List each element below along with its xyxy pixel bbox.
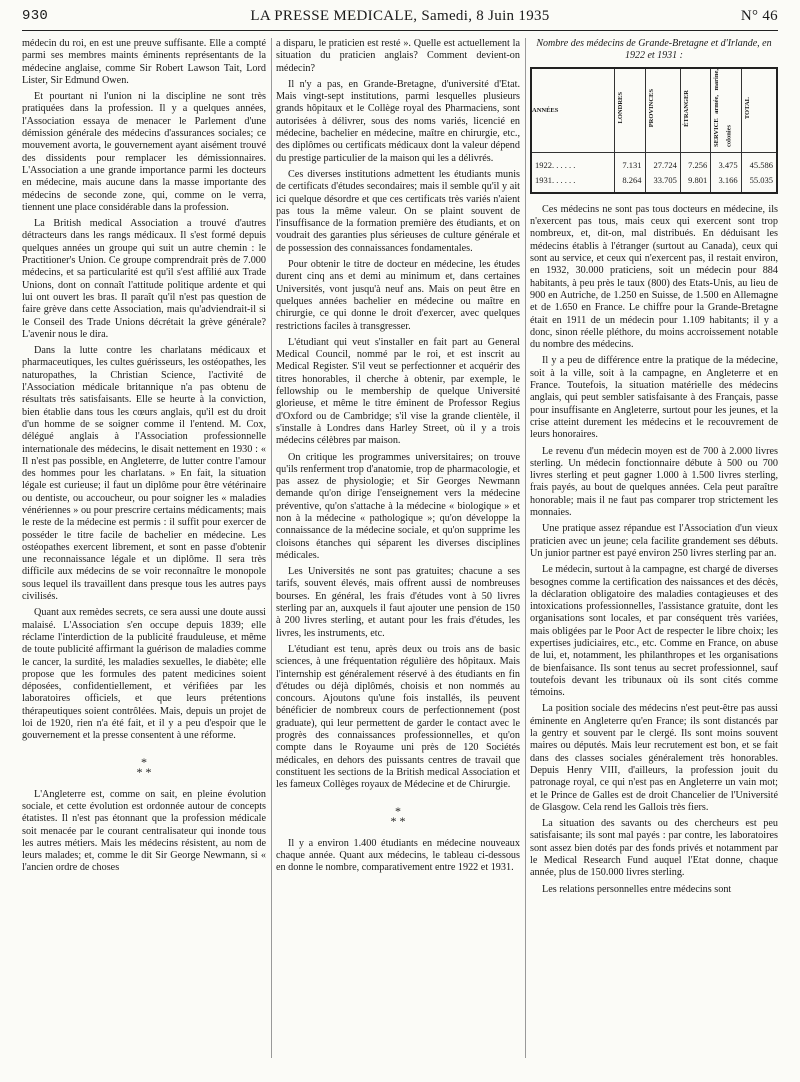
table-header: ANNÉES <box>531 68 615 153</box>
column-3 <box>530 38 778 1058</box>
paragraph: L'étudiant qui veut s'installer en fait part au General Medical Council, nommé par le roi, et est inscrit au Medical Register. S'il veut se perfectionner et acquérir des titres honorables, il cherche à obtenir, par exemple, le fellowship ou le membership de quelque Université glorieuse, et même le titre éminent de Professor Regius d'Oxford ou de Cambridge; s'il vise la grande clientèle, il s'installe à Londres dans Harley Street, où il y a trois médecins célèbres par maison. <box>276 336 520 447</box>
section-separator: * * * <box>390 803 406 828</box>
table-row: 1922. . . . . . 7.131 27.724 7.256 3.475 45.586 <box>531 153 777 173</box>
journal-title: LA PRESSE MEDICALE, Samedi, 8 Juin 1935 <box>250 8 550 24</box>
paragraph: La position sociale des médecins n'est peut-être pas aussi éminente en Angleterre qu'en France; ils sont distancés par la gentry et souvent par le clergé. Ils sont moins souvent maires ou députés. Mais leur recrutement est bon, et se fait dans des classes sociales généralement très honorables. Depuis Henry VIII, d'ailleurs, la profession jouit du patronage royal, ce qui n'est pas en Angleterre un vain mot; et le Prince de Galles est de droit Chancelier de l'Université de Glasgow. Cela rend les Gallois très fiers. <box>530 703 778 813</box>
paragraph: Ces médecins ne sont pas tous docteurs en médecine, ils n'exercent pas tous, mais ceux qui exercent sont trop nombreux, et, dit-on, mal distribués. En déduisant les médecins établis à l'étranger (surtout au Canada), ceux qui sont au service, et ceux qui n'exercent pas, il restait environ, en 1932, 30.000 praticiens, soit un médecin pour 884 habitants, à peu près le taux (800) des Etats-Unis, au lieu de 900 en Autriche, de 1.250 en Suisse, de 1.500 en Allemagne et de 1.650 en France. Le chiffre pour la Grande-Bretagne était en 1911 de un médecin pour 1.109 habitants; il y a donc, sinon réelle pléthore, du moins accroissement notable du nombre des médecins. <box>530 203 778 351</box>
table-header: SERVICE armée, marine, colonies <box>711 68 741 153</box>
paragraph: Une pratique assez répandue est l'Association d'un vieux praticien avec un jeune; cela facilite grandement ses débuts. Un junior partner est payé environ 250 livres sterling par an. <box>530 523 778 559</box>
table-header: TOTAL <box>741 68 777 153</box>
paragraph: Il y a environ 1.400 étudiants en médecine nouveaux chaque année. Quant aux médecins, le tableau ci-dessous en donne le nombre, comparativement entre 1922 et 1931. <box>276 837 520 874</box>
physicians-table <box>530 67 778 194</box>
paragraph: Et pourtant ni l'union ni la discipline ne sont très pratiquées dans la profession. Il y a quelques années, l'Association essaya de menacer le Parlement d'une démission générale des médecins d'assurances sociales; ce mouvement avorta, le gouvernement ayant aisément trouvé des dissidents pour remplacer les démissionnaires. L'Association a une grande importance parmi les docteurs en médecine, mais aucune dans la masse importante des médecins de seconde zone, qui, comme on le verra, tiennent une place considérable dans la profession. <box>22 91 266 213</box>
column-1 <box>22 38 266 1058</box>
paragraph: Ces diverses institutions admettent les étudiants munis de certificats d'études secondaires; mais il semble qu'il y ait ici quelque désordre et que ces certificats très variés n'aient pas tous la même valeur. On se plaint souvent de l'insuffisance de la formation première des étudiants, et on voudrait des garanties plus sérieuses de culture générale et de possession des connaissances fondamentales. <box>276 168 520 254</box>
column-divider <box>271 38 272 1058</box>
paragraph: Il y a peu de différence entre la pratique de la médecine, soit à la ville, soit à la campagne, en Angleterre et en France. Toutefois, la situation matérielle des médecins anglais, qui peut sembler satisfaisante à des Français, passe pour insuffisante en Angleterre, surtout pour les jeunes, et la crise atteint durement les médecins et le recouvrement de leurs honoraires. <box>530 355 778 441</box>
paragraph: Il n'y a pas, en Grande-Bretagne, d'université d'Etat. Mais vingt-sept institutions, parmi lesquelles plusieurs grands hôpitaux et le Collège royal des Pharmaciens, sont autorisées à délivrer, sous des noms variés, licencié en médecine, bachelier en médecine, maître en chirurgie, etc., des diplômes ou certificats médicaux dont la valeur dépend du prestige particulier de la maison qui les a délivrés. <box>276 78 520 164</box>
paragraph: a disparu, le praticien est resté ». Quelle est actuellement la situation du praticien anglais? Comment devient-on médecin? <box>276 38 520 74</box>
paragraph: Quant aux remèdes secrets, ce sera aussi une doute aussi malaisé. L'Association s'en occupe depuis 1839; elle réclame l'interdiction de la publicité frauduleuse, et même de toute publicité affirmant la guérison de maladies comme le cancer, la surdité, les maladies sexuelles, le diabète; elle propose que les formules des patent medicines soient déposées, confidentiellement, et vérifiées par les laboratoires officiels, et que leurs prétentions thérapeutiques soient contrôlées. Mais, depuis un projet de loi de 1920, rien n'a été fait, et il y a peu d'espoir que le gouvernement et la presse consentent à une réforme. <box>22 607 266 742</box>
table-header: LONDRES <box>615 68 645 153</box>
issue-number: N° 46 <box>740 8 778 24</box>
paragraph: Dans la lutte contre les charlatans médicaux et pharmaceutiques, les cultes guérisseurs, les ostéopathes, les naturopathes, la Christian Science, l'activité de l'Association médicale britannique n'a pas obtenu de résultats très satisfaisants. Elle se heurte à la conviction, bien établie dans tous les cœurs anglais, qu'il est du droit d'un homme de se soigner comme il l'entend. M. Cox, délégué anglais à l'Association professionnelle internationale des médecins, le disait nettement en 1930 : « Il n'est pas possible, en Angleterre, de lutter contre l'amour des hommes pour les charlatans. » En fait, la situation légale est curieuse; il faut un diplôme pour être vétérinaire ou dentiste, ou accoucheur, ou pour soigner les « maladies vénériennes » ou pour prescrire certains médicaments; mais le reste de la médecine est permis : il suffit pour exercer de posséder le titre facile de bachelier en médecine. Les ostéopathes exercent librement, et sont en passe d'obtenir une reconnaissance légale et un diplôme. Il sera très difficile aux médecins de se voir reconnaître le monopole sous lequel ils travaillent dans presque tous les autres pays civilisés. <box>22 345 266 603</box>
paragraph: L'Angleterre est, comme on sait, en pleine évolution sociale, et cette évolution est ordonnée autour de concepts étatistes. Il n'est pas étonnant que la profession médicale soit menacée par le courant centralisateur qui inonde tous les autres métiers. Mais les médecins résistent, au nom de leurs malades; et, comme le dit Sir George Newmann, si « l'ancien ordre de choses <box>22 788 266 874</box>
column-2 <box>276 38 520 1058</box>
paragraph: médecin du roi, en est une preuve suffisante. Elle a compté parmi ses membres maints éminents représentants de la médecine anglaise, comme Sir Robert Lawson Tait, Lord Lister, Sir Edmund Owen. <box>22 38 266 86</box>
paragraph: Le revenu d'un médecin moyen est de 700 à 2.000 livres sterling. Un médecin fonctionnaire débute à 500 ou 700 livres sterling et peut gagner 1.000 à 1.500 livres sterling, frais payés, au bout de quelques années. Cela peut paraître honorable; mais il ne faut pas comparer trop strictement les monnaies. <box>530 445 778 519</box>
table-header: ÉTRANGER <box>680 68 710 153</box>
column-divider <box>525 38 526 1058</box>
paragraph: Le médecin, surtout à la campagne, est chargé de diverses besognes comme la certification des naissances et des décès, la déclaration obligatoire des maladies contagieuses et des intoxications professionnelles, l'assistance gratuite, dont les organisations sont locales, et par conséquent très variées, mais obligées par le Poor Act de respecter le libre choix; les expertises judiciaires, etc., etc. Comme en France, on abuse de lui, et, notamment, les philanthropes et les organisations de bienfaisance. Ils sont tenus au secret professionnel, sauf toutefois devant les tribunaux où ils sont cités comme témoins. <box>530 564 778 699</box>
paragraph: Les Universités ne sont pas gratuites; chacune a ses tarifs, souvent élevés, mais offrent aussi de nombreuses bourses. En général, les frais d'études vont à 50 livres sterling par an, auxquels il faut ajouter une pension de 150 à 200 livres sterling, et autant pour les frais d'études, les livres, les instruments, etc. <box>276 566 520 639</box>
table-header: PROVINCES <box>645 68 680 153</box>
paragraph: La British medical Association a trouvé d'autres détracteurs dans les rangs médicaux. Il s'est formé depuis quelques années un groupe qui suit un autre chemin : le Practitioner's Union. Ce groupe comprendrait près de 7.000 médecins, et sa particularité est qu'il s'est affilié aux Trade Unions, dont on connaît l'attitude politique ardente et qui lui ont ouvert les bras. Il paraît qu'il n'est pas question de faire grève dans cette Association, mais qu'adviendrait-il si le Conseil des Trade Unions décrétait la grève générale? L'avenir nous le dira. <box>22 218 266 340</box>
paragraph: La situation des savants ou des chercheurs est peu satisfaisante; ils sont mal payés : par contre, les laboratoires sont assez bien dotés par des fonds privés et notamment par le Medical Research Fund auquel l'Etat donne, chaque année, plus de 150.000 livres sterling. <box>530 818 778 879</box>
paragraph: L'étudiant est tenu, après deux ou trois ans de basic sciences, à une fréquentation régulière des hôpitaux. Mais l'internship est généralement réservé à des étudiants en fin d'études ou déjà diplômés, choisis et non nommés au concours. Ajoutons qu'une fois installés, ils peuvent bénéficier de nombreux cours de perfectionnement (post graduate), qui leur permettent de garder le contact avec le progrès des connaissances professionnelles, et qu'on compte dans le Royaume uni près de 120 Sociétés médicales, en dehors des puissants centres de travail que constituent les sections de la British medical Association et les fameux Collèges royaux de Médecine et de Chirurgie. <box>276 643 520 791</box>
page-header <box>22 8 778 30</box>
paragraph: On critique les programmes universitaires; on trouve qu'ils renferment trop d'anatomie, trop de pharmacologie, et pas assez de physiologie; et Sir Georges Newmann demande qu'on dirige l'enseignement vers la médecine préventive, qu'on s'attache à la médecine « biologique » et non à la médecine « pathologique »; qu'on développe la connaissance de la médecine sociale, et qu'on supprime les cloisons étanches qui séparent les diverses disciplines médicales. <box>276 451 520 561</box>
table-caption: Nombre des médecins de Grande-Bretagne et d'Irlande, en 1922 et 1931 : <box>536 38 772 61</box>
paragraph: Pour obtenir le titre de docteur en médecine, les études durent cinq ans et demi au minimum et, dans certaines Universités, vont jusqu'à neuf ans. Mais on peut être en quelques années bachelier en médecine ou maître en chirurgie, ce qui donne le droit d'exercer, avec quelques restrictions faciles à transgresser. <box>276 259 520 332</box>
section-separator: * * * <box>136 754 152 779</box>
page-number: 930 <box>22 8 49 24</box>
header-rule <box>22 30 778 31</box>
table-row: 1931. . . . . . 8.264 33.705 9.801 3.166 55.035 <box>531 173 777 193</box>
paragraph: Les relations personnelles entre médecins sont <box>542 883 732 895</box>
